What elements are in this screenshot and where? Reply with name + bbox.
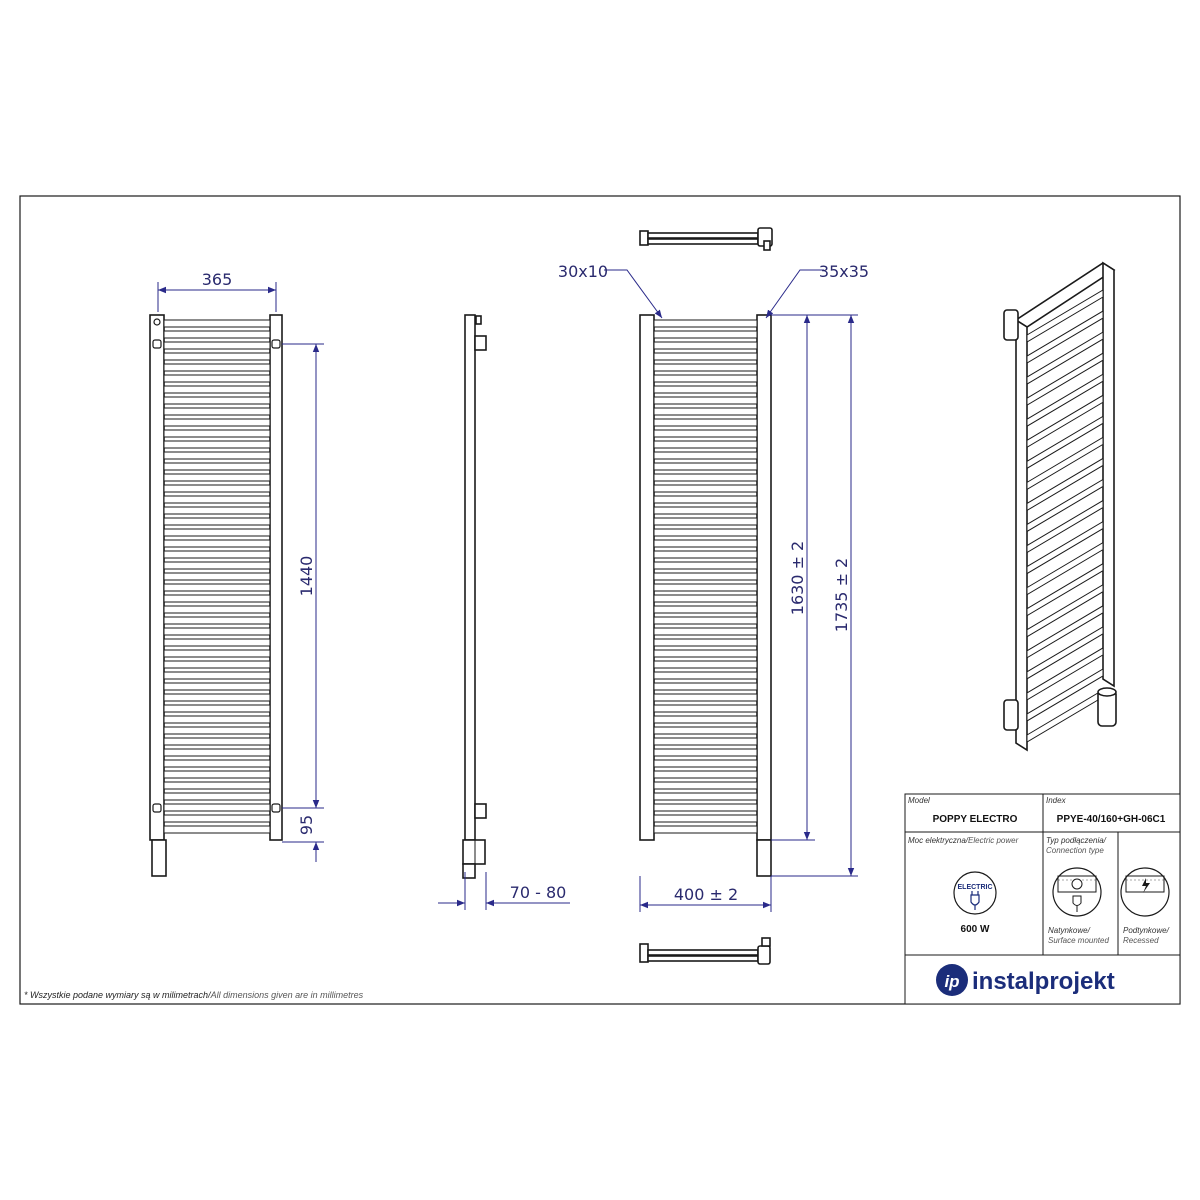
front-bracket-top-left	[154, 319, 160, 325]
front-bar	[164, 584, 270, 591]
front-bar	[164, 694, 270, 701]
front-bar	[164, 397, 270, 404]
front-bar	[164, 430, 270, 437]
front-heating-element	[152, 840, 166, 876]
front-bar	[164, 441, 270, 448]
back-bar	[654, 738, 757, 745]
front-bar	[164, 760, 270, 767]
back-bar	[654, 782, 757, 789]
front-bar	[164, 804, 270, 811]
back-bars	[654, 320, 757, 833]
bottom-plan-view	[640, 938, 770, 964]
back-bar	[654, 727, 757, 734]
back-bar	[654, 452, 757, 459]
back-bar	[654, 353, 757, 360]
back-bar	[654, 496, 757, 503]
tb-connection-label-en: Connection type	[1046, 846, 1104, 855]
back-bar	[654, 826, 757, 833]
dim-front-width: 365	[201, 270, 233, 289]
front-bar	[164, 463, 270, 470]
tb-model-label: Model	[908, 796, 930, 805]
perspective-bars	[1027, 290, 1103, 742]
front-view	[150, 270, 324, 876]
front-bar	[164, 749, 270, 756]
back-bar	[654, 694, 757, 701]
back-bar	[654, 474, 757, 481]
back-bar	[654, 386, 757, 393]
dim-back-total-height: 1735 ± 2	[832, 557, 851, 633]
back-bar	[654, 760, 757, 767]
side-view	[438, 315, 570, 910]
front-bar	[164, 793, 270, 800]
perspective-view	[1004, 263, 1116, 750]
dim-back-width: 400 ± 2	[673, 885, 739, 904]
back-bar	[654, 485, 757, 492]
front-bracket-left-lower	[153, 804, 161, 812]
side-bracket-bottom	[475, 804, 486, 818]
back-view	[558, 228, 869, 964]
perspective-bracket-upper	[1004, 310, 1018, 340]
tb-power-badge: ELECTRIC	[957, 884, 993, 891]
back-bar	[654, 749, 757, 756]
tb-brand-name: instalprojekt	[972, 968, 1115, 995]
back-bar	[654, 342, 757, 349]
back-bar	[654, 672, 757, 679]
front-bar	[164, 815, 270, 822]
back-bar	[654, 661, 757, 668]
front-bars	[164, 320, 270, 833]
back-bar	[654, 540, 757, 547]
label-profile-30x10: 30x10	[557, 262, 609, 281]
front-bar	[164, 595, 270, 602]
tb-index-value: PPYE-40/160+GH-06C1	[1056, 814, 1166, 825]
front-bar	[164, 364, 270, 371]
back-bar	[654, 815, 757, 822]
tb-recessed-pl: Podtynkowe/	[1123, 926, 1169, 935]
dim-front-height: 1440	[297, 555, 316, 597]
front-bar	[164, 375, 270, 382]
back-left-rail	[640, 315, 654, 840]
front-left-rail	[150, 315, 164, 840]
front-bracket-left-upper	[153, 340, 161, 348]
tb-recessed-en: Recessed	[1123, 936, 1159, 945]
back-bar	[654, 375, 757, 382]
front-bracket-right-upper	[272, 340, 280, 348]
side-heater-box	[463, 840, 485, 864]
footnote: * Wszystkie podane wymiary są w milimetrach/All dimensions given are in millimetres	[24, 990, 364, 1000]
front-bar	[164, 507, 270, 514]
front-bar	[164, 562, 270, 569]
title-block	[905, 794, 1180, 1004]
tb-surface-pl: Natynkowe/	[1048, 926, 1090, 935]
back-bar	[654, 397, 757, 404]
back-bar	[654, 419, 757, 426]
dim-front-bottom: 95	[297, 814, 316, 836]
front-bar	[164, 353, 270, 360]
front-bar	[164, 518, 270, 525]
front-bar	[164, 606, 270, 613]
front-bar	[164, 540, 270, 547]
tb-surface-en: Surface mounted	[1048, 936, 1109, 945]
front-bar	[164, 342, 270, 349]
dim-back-inner-height: 1630 ± 2	[788, 540, 807, 616]
back-bar	[654, 441, 757, 448]
back-bar	[654, 628, 757, 635]
front-bar	[164, 639, 270, 646]
front-bar	[164, 551, 270, 558]
tb-connection-label-pl: Typ podłączenia/	[1046, 836, 1106, 845]
front-bar	[164, 529, 270, 536]
front-bar	[164, 419, 270, 426]
back-bar	[654, 584, 757, 591]
back-bar	[654, 793, 757, 800]
front-bar	[164, 650, 270, 657]
front-bar	[164, 408, 270, 415]
front-bar	[164, 826, 270, 833]
back-bar	[654, 320, 757, 327]
front-bar	[164, 573, 270, 580]
front-right-rail	[270, 315, 282, 840]
back-bar	[654, 573, 757, 580]
back-bar	[654, 716, 757, 723]
back-bar	[654, 639, 757, 646]
tb-index-label: Index	[1046, 796, 1066, 805]
front-bar	[164, 661, 270, 668]
back-bar	[654, 595, 757, 602]
front-bar	[164, 628, 270, 635]
front-bar	[164, 386, 270, 393]
side-bracket-top	[475, 336, 486, 350]
dim-side-depth: 70 - 80	[509, 883, 567, 902]
label-profile-35x35: 35x35	[818, 262, 870, 281]
front-bar	[164, 683, 270, 690]
back-bar	[654, 518, 757, 525]
back-heating-element	[757, 840, 771, 876]
tb-model-value: POPPY ELECTRO	[932, 814, 1018, 825]
back-bar	[654, 408, 757, 415]
back-bar	[654, 771, 757, 778]
front-bar	[164, 727, 270, 734]
back-bar	[654, 364, 757, 371]
back-bar	[654, 529, 757, 536]
front-bar	[164, 782, 270, 789]
back-bar	[654, 331, 757, 338]
front-bar	[164, 617, 270, 624]
front-bar	[164, 496, 270, 503]
side-top-cap	[476, 316, 481, 324]
top-plan-view	[640, 228, 772, 250]
back-bar	[654, 804, 757, 811]
back-right-rail	[757, 315, 771, 840]
tb-logo-mark: ip	[944, 972, 960, 991]
back-bar	[654, 551, 757, 558]
back-bar	[654, 617, 757, 624]
front-bar	[164, 320, 270, 327]
front-bar	[164, 331, 270, 338]
back-bar	[654, 463, 757, 470]
perspective-bracket-lower	[1004, 700, 1018, 730]
back-bar	[654, 562, 757, 569]
front-bar	[164, 452, 270, 459]
back-bar	[654, 705, 757, 712]
front-bracket-right-lower	[272, 804, 280, 812]
side-rail	[465, 315, 475, 840]
back-bar	[654, 606, 757, 613]
front-bar	[164, 474, 270, 481]
front-bar	[164, 771, 270, 778]
front-bar	[164, 485, 270, 492]
back-bar	[654, 507, 757, 514]
back-bar	[654, 430, 757, 437]
back-bar	[654, 683, 757, 690]
tb-power-label: Moc elektryczna/Electric power	[908, 836, 1019, 845]
tb-power-value: 600 W	[960, 924, 990, 935]
front-bar	[164, 716, 270, 723]
front-bar	[164, 738, 270, 745]
front-bar	[164, 672, 270, 679]
back-bar	[654, 650, 757, 657]
front-bar	[164, 705, 270, 712]
